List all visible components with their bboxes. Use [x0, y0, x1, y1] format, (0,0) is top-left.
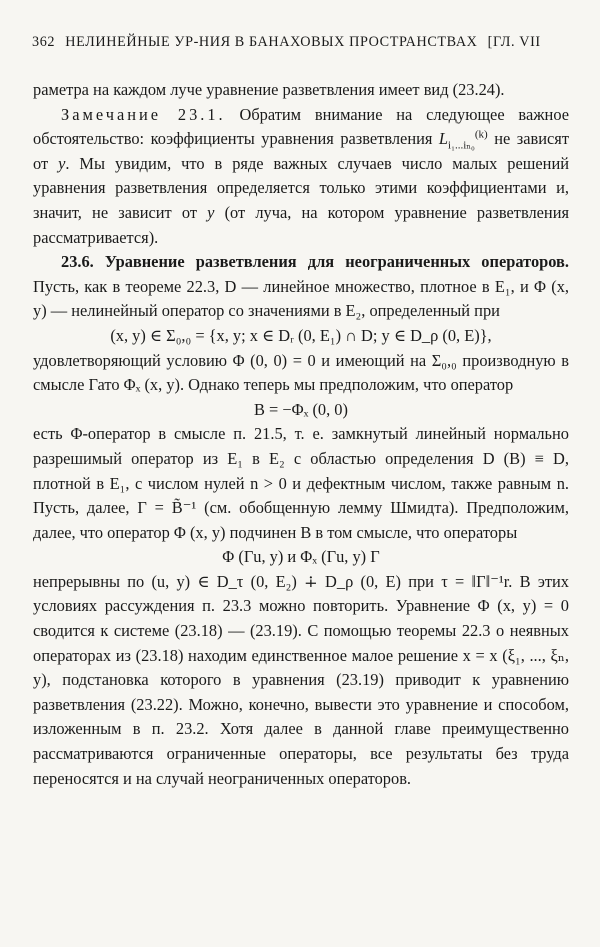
remark-text-1: Обратим внимание на следующее важное обстоятельство: коэффициенты уравнения разветвления — [33, 104, 569, 149]
section-paragraph — [33, 250, 569, 324]
remark-label: Замечание 23.1. — [61, 104, 226, 124]
formula-operators: Φ (Γu, y) и Φₓ (Γu, y) Γ — [222, 547, 380, 567]
paragraph-phi-operator: есть Φ-оператор в смысле п. 21.5, т. е. замкнутый линейный нормально разрешимый оператор из E₁ в E₂ с областью определения D (B) ≡ D, плотной в E₁, с числом нулей n > 0 и дефектным числом, также равным n. Пусть, далее, Γ = B̃⁻¹ (см. обобщенную лемму Шмидта). Предположим, далее, что оператор Φ (x, y) подчинен B в том смысле, что операторы — [33, 424, 569, 542]
variable-y: y — [58, 153, 66, 173]
page-header — [32, 34, 577, 51]
paragraph-gateaux: удовлетворяющий условию Φ (0, 0) = 0 и имеющий на Σ₀,₀ производную в смысле Гато Φₓ (x, y). Однако теперь мы предположим, что оператор — [33, 350, 569, 395]
variable-y-second: y — [207, 202, 215, 222]
coefficient-symbol: L — [438, 129, 449, 149]
page-number: 362 — [32, 34, 56, 50]
remark-text-3: . Мы увидим, что в ряде важных случаев число малых решений уравнения разветвления определяется только этими коэффициентами и, значит, не зависит от — [33, 153, 569, 222]
formula-operator-b: B = −Φₓ (0, 0) — [254, 399, 348, 419]
chapter-label: [ГЛ. VII — [487, 34, 541, 50]
section-text: Пусть, как в теореме 22.3, D — линейное множество, плотное в E₁, и Φ (x, y) — нелинейный оператор со значениями в E₂, определенный при — [33, 276, 569, 321]
coefficient-superscript: (k) — [474, 128, 488, 141]
main-text — [33, 78, 569, 791]
coefficient-subscript: i₁...iₙ₀ — [448, 139, 475, 152]
paragraph-conclusion: непрерывны по (u, y) ∈ D_τ (0, E₂) ∔ D_ρ (0, E) при τ = ‖Γ‖⁻¹r. В этих условиях рассуждения п. 23.3 можно повторить. Уравнение Φ (x, y) = 0 сводится к системе (23.18) — (23.19). С помощью теоремы 22.3 о неявных операторах из (23.18) находим единственное малое решение x = x (ξ₁, ..., ξₙ, y), подстановка которого в уравнения (23.19) приводит к уравнению разветвления (23.22). Можно, конечно, вывести это уравнение и способом, изложенным в п. 23.2. Хотя далее в данной главе преимущественно рассматриваются ограниченные операторы, все результаты без труда переносятся и на случай неограниченных операторов. — [33, 571, 569, 788]
running-title: НЕЛИНЕЙНЫЕ УР-НИЯ В БАНАХОВЫХ ПРОСТРАНСТВАХ — [65, 34, 478, 50]
paragraph-continuation: раметра на каждом луче уравнение разветвления имеет вид (23.24). — [33, 80, 505, 99]
remark-paragraph — [33, 103, 569, 251]
remark-text-2: не зависят от — [33, 129, 569, 173]
section-heading: 23.6. Уравнение разветвления для неограниченных операторов. — [61, 252, 569, 272]
formula-domain: (x, y) ∈ Σ₀,₀ = {x, y; x ∈ Dᵣ (0, E₁) ∩ D; y ∈ D_ρ (0, E)}, — [110, 325, 492, 345]
remark-text-4: (от луча, на котором уравнение разветвления рассматривается). — [33, 202, 569, 247]
